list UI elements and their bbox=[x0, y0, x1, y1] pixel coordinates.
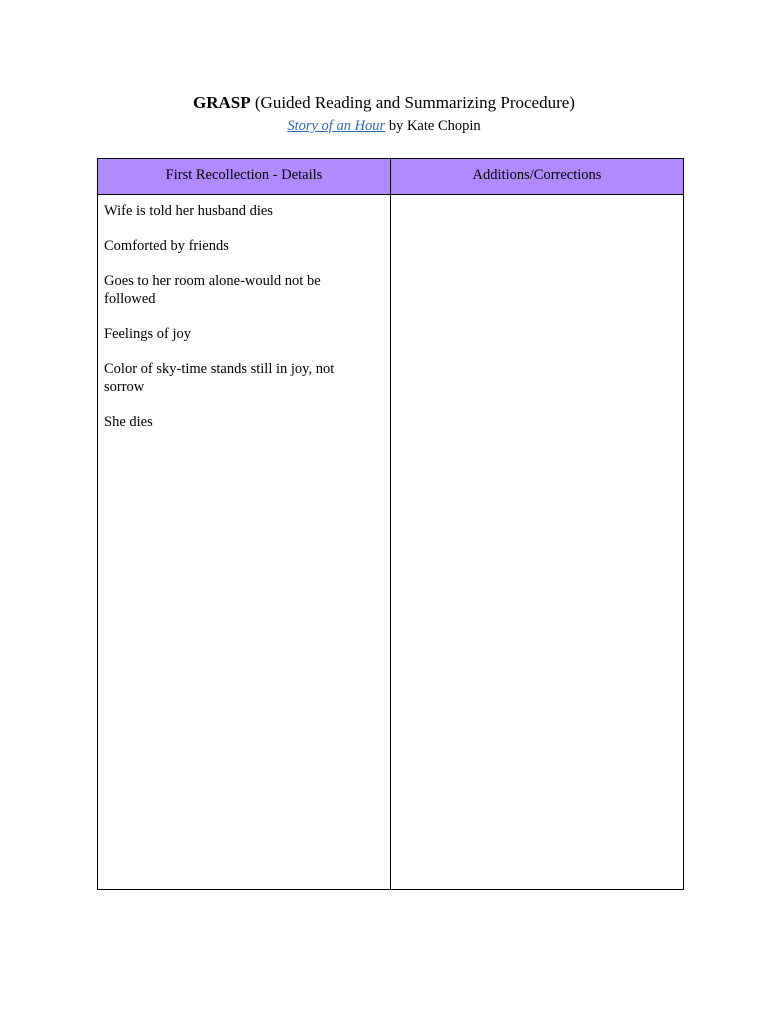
detail-item: Feelings of joy bbox=[104, 326, 191, 342]
story-byline bbox=[0, 117, 768, 135]
author-text: by Kate Chopin bbox=[385, 118, 481, 134]
story-title-link[interactable]: Story of an Hour bbox=[287, 118, 386, 134]
column-divider bbox=[390, 159, 391, 889]
grasp-table bbox=[97, 158, 684, 890]
document-title bbox=[0, 92, 768, 114]
detail-item: Color of sky-time stands still in joy, not sorrow bbox=[104, 361, 335, 395]
first-recollection-header: First Recollection - Details bbox=[165, 167, 323, 183]
additions-corrections-header: Additions/Corrections bbox=[472, 167, 602, 183]
detail-item: Goes to her room alone-would not be followed bbox=[104, 273, 321, 307]
title-description: (Guided Reading and Summarizing Procedure) bbox=[250, 93, 575, 112]
details-list bbox=[104, 202, 374, 448]
title-acronym: GRASP bbox=[193, 93, 251, 112]
detail-item: Comforted by friends bbox=[104, 238, 229, 254]
detail-item: Wife is told her husband dies bbox=[104, 203, 273, 219]
detail-item: She dies bbox=[104, 414, 153, 430]
